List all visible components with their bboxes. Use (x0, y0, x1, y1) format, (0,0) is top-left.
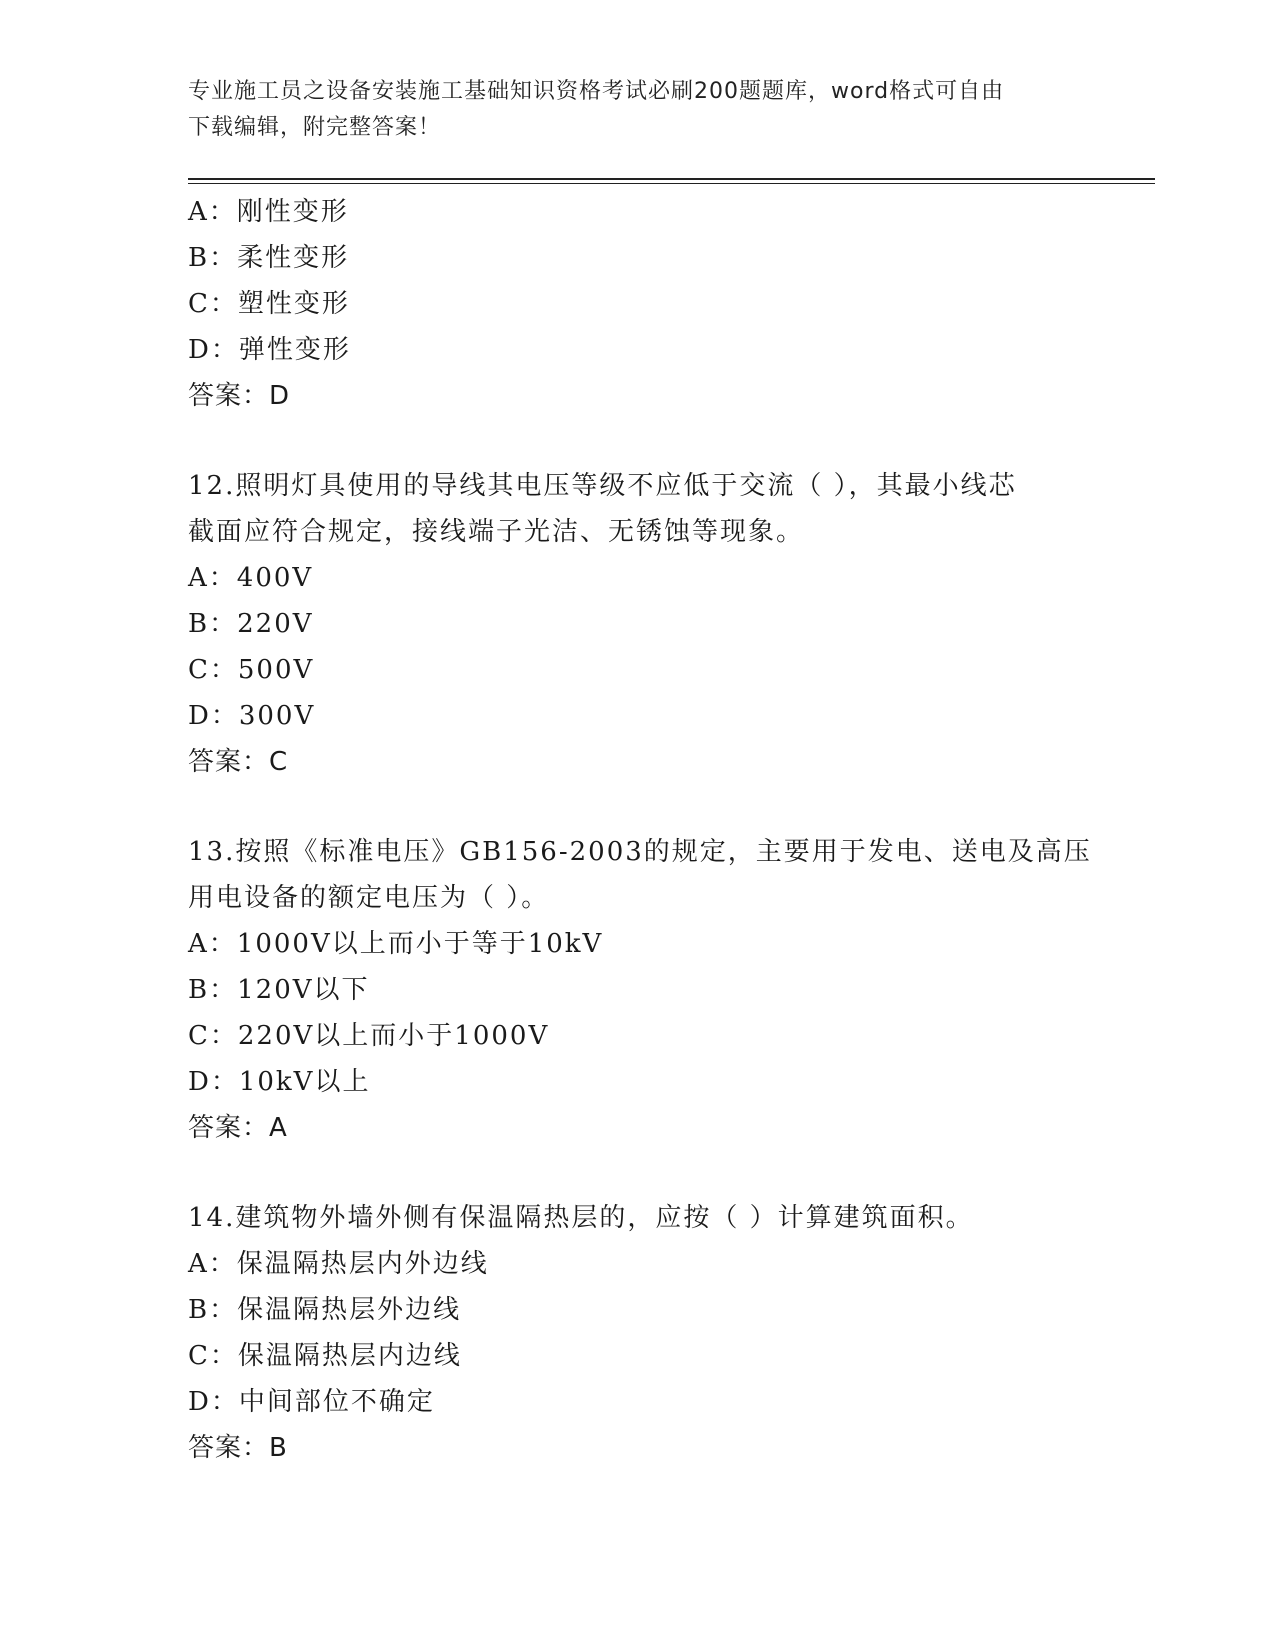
question-spacer (188, 419, 1088, 463)
answer-line: 答案：A (188, 1113, 288, 1143)
question-list (188, 189, 1092, 1471)
option-a: A：保温隔热层内外边线 (188, 1249, 489, 1279)
question-text-line-2: 截面应符合规定，接线端子光洁、无锈蚀等现象。 (188, 517, 805, 547)
question-11 (188, 189, 1088, 419)
option-c: C：塑性变形 (188, 289, 350, 319)
option-c: C：220V以上而小于1000V (188, 1021, 550, 1051)
question-text-line-1: 13.按照《标准电压》GB156-2003的规定，主要用于发电、送电及高压 (188, 837, 1092, 867)
answer-line: 答案：C (188, 747, 289, 777)
option-d: D：300V (188, 701, 316, 731)
question-12 (188, 463, 1088, 785)
option-d: D：中间部位不确定 (188, 1387, 435, 1417)
question-13 (188, 829, 1092, 1151)
option-a: A：1000V以上而小于等于10kV (188, 929, 604, 959)
document-header (188, 74, 1088, 146)
question-text-line-1: 14.建筑物外墙外侧有保温隔热层的，应按（ ）计算建筑面积。 (188, 1203, 974, 1233)
header-divider-thick (188, 178, 1155, 180)
question-text-line-2: 用电设备的额定电压为（ ）。 (188, 883, 550, 913)
header-divider-thin (188, 183, 1155, 184)
question-text-line-1: 12.照明灯具使用的导线其电压等级不应低于交流（ ），其最小线芯 (188, 471, 1017, 501)
header-line-2: 下载编辑，附完整答案！ (188, 115, 442, 140)
answer-line: 答案：B (188, 1433, 288, 1463)
option-a: A：400V (188, 563, 314, 593)
question-spacer (188, 785, 1088, 829)
option-c: C：保温隔热层内边线 (188, 1341, 462, 1371)
option-b: B：柔性变形 (188, 243, 350, 273)
question-spacer (188, 1151, 1088, 1195)
question-14 (188, 1195, 1088, 1471)
header-line-1: 专业施工员之设备安装施工基础知识资格考试必刷200题题库，word格式可自由 (188, 79, 1005, 104)
answer-line: 答案：D (188, 381, 291, 411)
option-a: A：刚性变形 (188, 197, 349, 227)
option-d: D：10kV以上 (188, 1067, 371, 1097)
option-b: B：220V (188, 609, 314, 639)
option-b: B：保温隔热层外边线 (188, 1295, 462, 1325)
option-d: D：弹性变形 (188, 335, 351, 365)
option-b: B：120V以下 (188, 975, 370, 1005)
option-c: C：500V (188, 655, 315, 685)
